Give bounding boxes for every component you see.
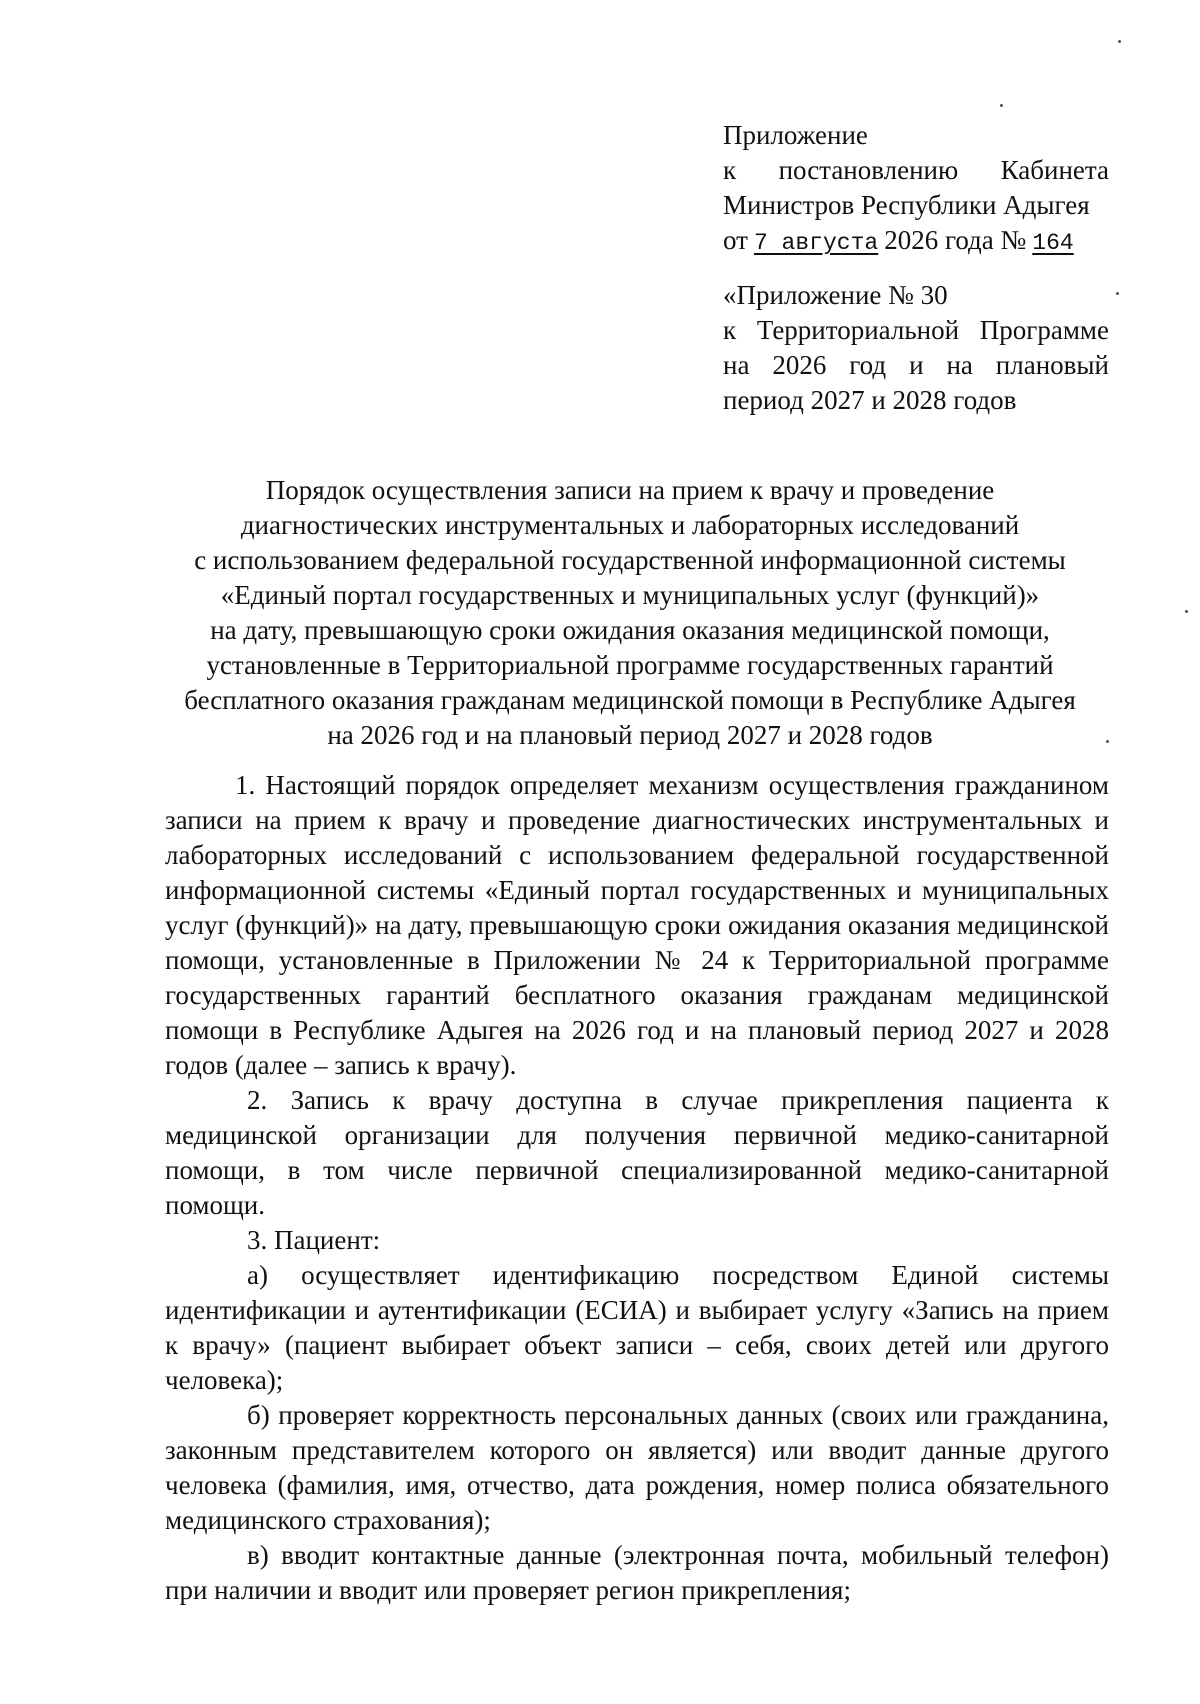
title-line: на 2026 год и на плановый период 2027 и 2028 годов: [327, 720, 933, 750]
appendix-word-cabinet: Кабинета: [1000, 155, 1109, 185]
appendix-label: Приложение: [723, 120, 868, 150]
appendix-word-resolution: постановлению: [778, 155, 959, 185]
paragraph-3a: а) осуществляет идентификацию посредством Единой системы идентификации и аутентификации (ЕСИА) и выбирает услугу «Запись на прием к врачу» (пациент выбирает объект записи – себя, своих детей или другого человека);: [165, 1260, 1109, 1395]
resolution-number: 164: [1032, 230, 1074, 256]
scan-speck: [1185, 610, 1188, 613]
appendix30-header: [723, 278, 1109, 418]
paragraph-3: 3. Пациент:: [247, 1225, 381, 1255]
appendix-word-k: к: [723, 155, 737, 185]
appendix30-period: период 2027 и 2028 годов: [723, 385, 1017, 415]
date-middle: 2026 года №: [884, 225, 1027, 255]
scan-speck: [1000, 104, 1003, 107]
appendix30-program: к Территориальной Программе: [723, 315, 1109, 345]
document-body: [165, 768, 1109, 1608]
appendix-to-resolution: [723, 153, 1109, 188]
paragraph-2: 2. Запись к врачу доступна в случае прикрепления пациента к медицинской организации для получения первичной медико-санитарной помощи, в том числе первичной специализированной медико-санитарной помощи.: [165, 1085, 1109, 1220]
appendix-header: [723, 118, 1109, 261]
paragraph-3c: в) вводит контактные данные (электронная почта, мобильный телефон) при наличии и вводит или проверяет регион прикрепления;: [165, 1540, 1109, 1605]
paragraph-3b: б) проверяет корректность персональных данных (своих или гражданина, законным представителем которого он является) или вводит данные другого человека (фамилия, имя, отчество, дата рождения, номер полиса обязательного медицинского страхования);: [165, 1400, 1109, 1535]
scan-speck: [1118, 40, 1121, 43]
title-line: диагностических инструментальных и лабораторных исследований: [240, 510, 1020, 540]
title-line: с использованием федеральной государственной информационной системы: [194, 545, 1066, 575]
date-prefix: от: [723, 225, 748, 255]
appendix-ministers: Министров Республики Адыгея: [723, 190, 1090, 220]
title-line: на дату, превышающую сроки ожидания оказания медицинской помощи,: [210, 615, 1050, 645]
paragraph-1: 1. Настоящий порядок определяет механизм осуществления гражданином записи на прием к врачу и проведение диагностических инструментальных и лабораторных исследований с использованием федеральной государственной информационной системы «Единый портал государственных и муниципальных услуг (функций)» на дату, превышающую сроки ожидания оказания медицинской помощи, установленные в Приложении № 24 к Территориальной программе государственных гарантий бесплатного оказания гражданам медицинской помощи в Республике Адыгея на 2026 год и на плановый период 2027 и 2028 годов (далее – запись к врачу).: [165, 770, 1109, 1080]
resolution-date: 7 августа: [753, 230, 879, 256]
scan-speck: [1106, 740, 1109, 743]
title-line: установленные в Территориальной программе государственных гарантий: [206, 650, 1054, 680]
appendix-date-line: [723, 223, 1109, 261]
title-line: «Единый портал государственных и муниципальных услуг (функций)»: [220, 580, 1040, 610]
appendix30-label: «Приложение № 30: [723, 280, 948, 310]
title-line: Порядок осуществления записи на прием к врачу и проведение: [265, 475, 995, 505]
title-line: бесплатного оказания гражданам медицинской помощи в Республике Адыгея: [184, 685, 1076, 715]
scan-speck: [1116, 292, 1119, 295]
appendix30-year: на 2026 год и на плановый: [723, 350, 1109, 380]
document-title: [140, 473, 1120, 753]
